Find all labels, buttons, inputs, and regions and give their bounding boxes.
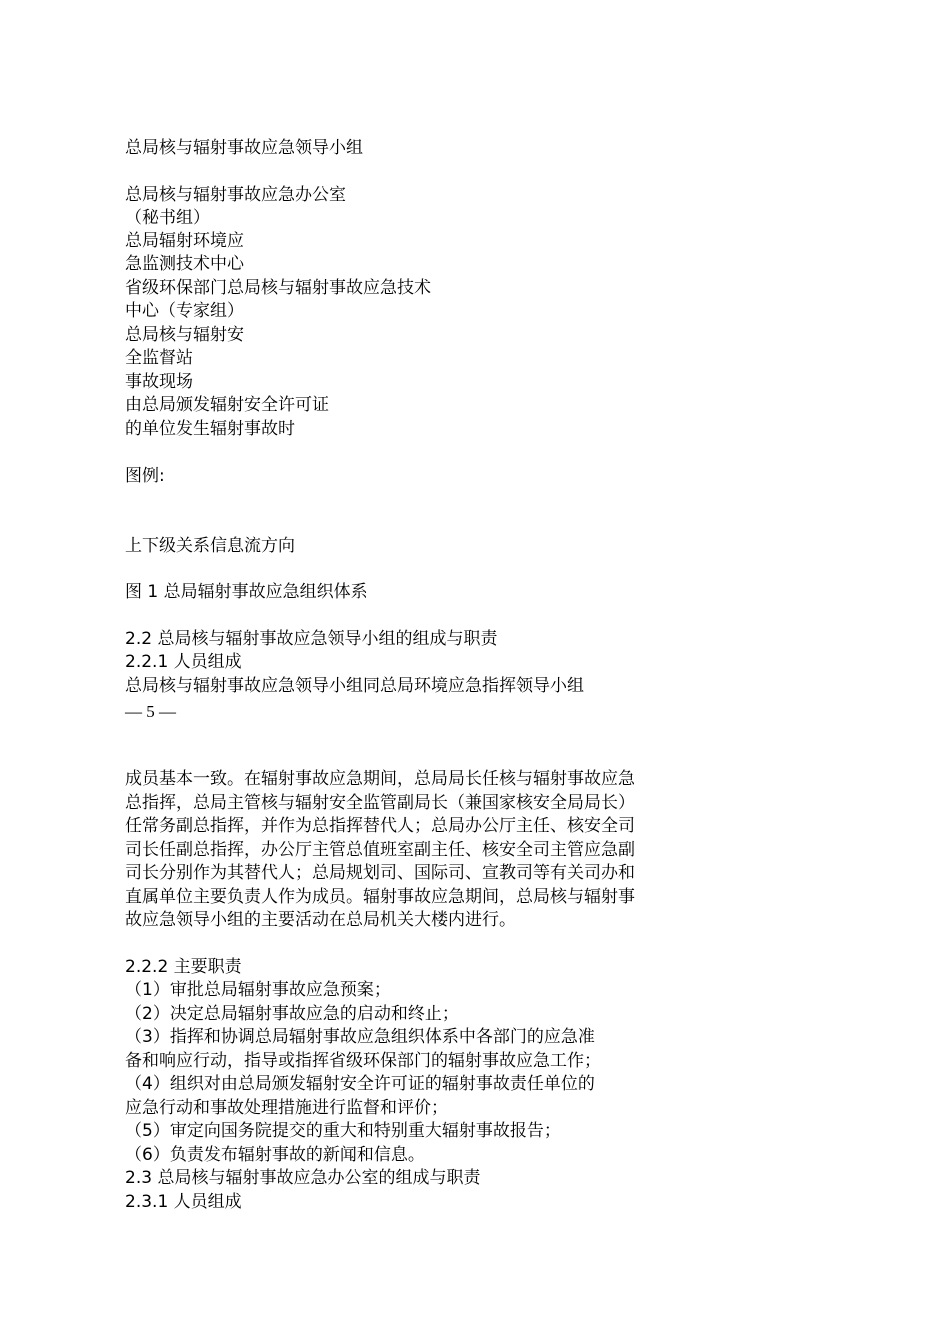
diagram-label-supervision-2: 全监督站 [125,348,193,368]
section-2-3-1-heading: 2.3.1 人员组成 [125,1192,242,1212]
figure-caption: 图 1 总局辐射事故应急组织体系 [125,582,368,602]
diagram-label-secretary-group: （秘书组） [125,208,210,228]
diagram-label-condition-1: 由总局颁发辐射安全许可证 [125,395,329,415]
duty-item: （1）审批总局辐射事故应急预案； [125,980,391,1000]
diagram-label-leading-group: 总局核与辐射事故应急领导小组 [125,138,363,158]
section-2-2-2-heading: 2.2.2 主要职责 [125,957,242,977]
duty-item: （3）指挥和协调总局辐射事故应急组织体系中各部门的应急准 [125,1027,595,1047]
section-2-2-1-heading: 2.2.1 人员组成 [125,652,242,672]
duty-item: （5）审定向国务院提交的重大和特别重大辐射事故报告； [125,1121,561,1141]
diagram-label-provincial-1: 省级环保部门总局核与辐射事故应急技术 [125,278,431,298]
section-2-2-1-first-line: 总局核与辐射事故应急领导小组同总局环境应急指挥领导小组 [125,676,584,696]
diagram-label-provincial-2: 中心（专家组） [125,301,244,321]
duty-item: （4）组织对由总局颁发辐射安全许可证的辐射事故责任单位的 [125,1074,595,1094]
duty-item: （2）决定总局辐射事故应急的启动和终止； [125,1004,459,1024]
diagram-label-supervision-1: 总局核与辐射安 [125,325,244,345]
page-number: — 5 — [125,702,176,721]
diagram-label-monitor-center-2: 急监测技术中心 [125,254,244,274]
diagram-label-scene: 事故现场 [125,372,193,392]
duty-item-continuation: 备和响应行动，指导或指挥省级环保部门的辐射事故应急工作； [125,1051,601,1071]
diagram-label-office: 总局核与辐射事故应急办公室 [125,185,346,205]
legend-label: 图例: [125,466,165,486]
duty-item-continuation: 应急行动和事故处理措施进行监督和评价； [125,1098,448,1118]
legend-items: 上下级关系信息流方向 [125,536,295,556]
section-2-3-heading: 2.3 总局核与辐射事故应急办公室的组成与职责 [125,1168,481,1188]
diagram-label-monitor-center-1: 总局辐射环境应 [125,231,244,251]
continuation-paragraph: 成员基本一致。在辐射事故应急期间，总局局长任核与辐射事故应急总指挥，总局主管核与辐射安全监管副局长（兼国家核安全局局长）任常务副总指挥，并作为总指挥替代人；总局办公厅主任、核安全司司长任副总指挥，办公厅主管总值班室副主任、核安全司主管应急副司长分别作为其替代人；总局规划司、国际司、宣教司等有关司办和直属单位主要负责人作为成员。辐射事故应急期间，总局核与辐射事故应急领导小组的主要活动在总局机关大楼内进行。 [125,769,635,930]
diagram-label-condition-2: 的单位发生辐射事故时 [125,419,295,439]
section-2-2-heading: 2.2 总局核与辐射事故应急领导小组的组成与职责 [125,629,498,649]
duty-item: （6）负责发布辐射事故的新闻和信息。 [125,1145,425,1165]
